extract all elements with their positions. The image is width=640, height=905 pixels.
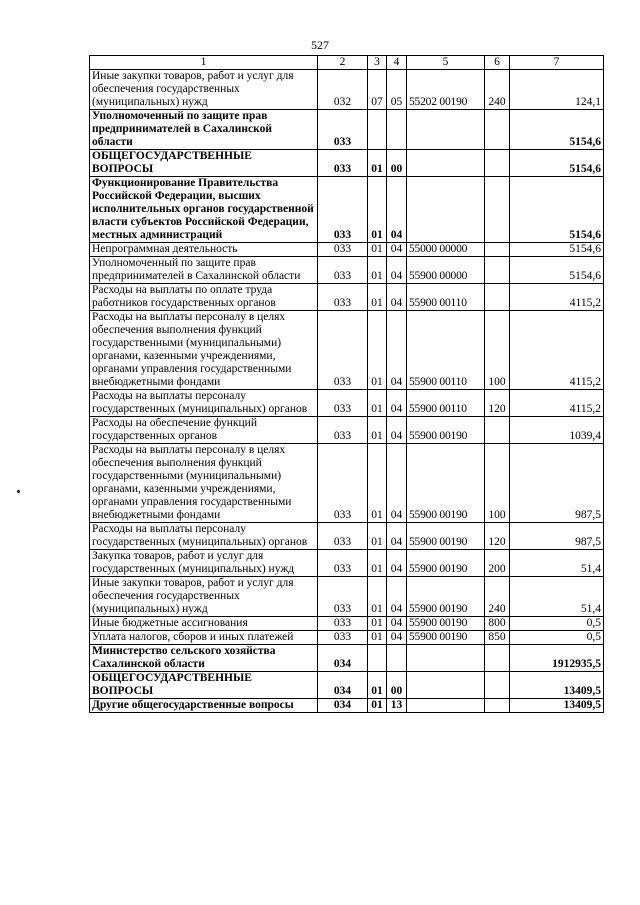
section-cell: 01 [368, 444, 387, 523]
row-name-cell: Расходы на выплаты по оплате труда работников государственных органов [90, 284, 318, 311]
amount-cell: 987,5 [510, 444, 604, 523]
section-cell [368, 110, 387, 150]
ministry-code-cell: 033 [318, 177, 368, 243]
subsection-cell: 00 [387, 672, 407, 699]
amount-cell: 13409,5 [510, 699, 604, 713]
ministry-code-cell: 033 [318, 617, 368, 631]
table-row [90, 550, 604, 577]
ministry-code-cell: 032 [318, 70, 368, 110]
subsection-cell: 04 [387, 523, 407, 550]
page-number: 527 [311, 38, 329, 52]
target-article-cell: 55900 00110 [407, 284, 485, 311]
row-name-cell: ОБЩЕГОСУДАРСТВЕННЫЕ ВОПРОСЫ [90, 150, 318, 177]
section-cell: 01 [368, 257, 387, 284]
target-article-cell: 55900 00190 [407, 617, 485, 631]
amount-cell: 0,5 [510, 631, 604, 645]
subsection-cell: 13 [387, 699, 407, 713]
ministry-code-cell: 033 [318, 311, 368, 390]
row-name-cell: Расходы на обеспечение функций государственных органов [90, 417, 318, 444]
subsection-cell: 04 [387, 617, 407, 631]
target-article-cell [407, 150, 485, 177]
target-article-cell: 55900 00110 [407, 390, 485, 417]
subsection-cell: 04 [387, 243, 407, 257]
table-row [90, 523, 604, 550]
ministry-code-cell: 033 [318, 257, 368, 284]
target-article-cell: 55900 00000 [407, 257, 485, 284]
section-cell: 01 [368, 631, 387, 645]
expense-type-cell [485, 645, 510, 672]
row-name-cell: Расходы на выплаты персоналу государственных (муниципальных) органов [90, 390, 318, 417]
amount-cell: 987,5 [510, 523, 604, 550]
amount-cell: 5154,6 [510, 257, 604, 284]
section-cell: 01 [368, 284, 387, 311]
ministry-code-cell: 033 [318, 577, 368, 617]
expense-type-cell: 240 [485, 577, 510, 617]
row-name-cell: Другие общегосударственные вопросы [90, 699, 318, 713]
target-article-cell [407, 672, 485, 699]
subsection-cell: 04 [387, 177, 407, 243]
amount-cell: 4115,2 [510, 311, 604, 390]
target-article-cell: 55900 00190 [407, 523, 485, 550]
row-name-cell: Уплата налогов, сборов и иных платежей [90, 631, 318, 645]
section-cell: 01 [368, 150, 387, 177]
target-article-cell: 55900 00190 [407, 577, 485, 617]
table-row [90, 150, 604, 177]
section-cell: 01 [368, 311, 387, 390]
amount-cell: 1912935,5 [510, 645, 604, 672]
table-row [90, 243, 604, 257]
target-article-cell: 55900 00190 [407, 550, 485, 577]
table-row [90, 311, 604, 390]
header-cell: 1 [90, 56, 318, 70]
subsection-cell: 04 [387, 284, 407, 311]
subsection-cell: 04 [387, 311, 407, 390]
expense-type-cell [485, 150, 510, 177]
expense-type-cell: 120 [485, 523, 510, 550]
expense-type-cell: 100 [485, 444, 510, 523]
row-name-cell: Расходы на выплаты персоналу государственных (муниципальных) органов [90, 523, 318, 550]
amount-cell: 4115,2 [510, 390, 604, 417]
expense-type-cell [485, 243, 510, 257]
section-cell: 01 [368, 523, 387, 550]
subsection-cell: 04 [387, 577, 407, 617]
expense-type-cell: 240 [485, 70, 510, 110]
table-row [90, 177, 604, 243]
ministry-code-cell: 033 [318, 150, 368, 177]
table-row [90, 110, 604, 150]
section-cell: 01 [368, 577, 387, 617]
row-name-cell: Иные закупки товаров, работ и услуг для обеспечения государственных (муниципальных) нужд [90, 70, 318, 110]
target-article-cell: 55900 00190 [407, 631, 485, 645]
target-article-cell [407, 699, 485, 713]
table-row [90, 257, 604, 284]
table-row [90, 631, 604, 645]
header-cell: 5 [407, 56, 485, 70]
expense-type-cell [485, 699, 510, 713]
table-row [90, 672, 604, 699]
subsection-cell: 04 [387, 257, 407, 284]
row-name-cell: Непрограммная деятельность [90, 243, 318, 257]
amount-cell: 51,4 [510, 550, 604, 577]
amount-cell: 5154,6 [510, 110, 604, 150]
budget-table [89, 55, 604, 713]
subsection-cell: 00 [387, 150, 407, 177]
ministry-code-cell: 034 [318, 699, 368, 713]
ministry-code-cell: 034 [318, 645, 368, 672]
expense-type-cell [485, 672, 510, 699]
ministry-code-cell: 033 [318, 444, 368, 523]
row-name-cell: Уполномоченный по защите прав предпринимателей в Сахалинской области [90, 257, 318, 284]
ministry-code-cell: 033 [318, 110, 368, 150]
amount-cell: 5154,6 [510, 150, 604, 177]
ministry-code-cell: 033 [318, 284, 368, 311]
ministry-code-cell: 034 [318, 672, 368, 699]
table-row [90, 699, 604, 713]
subsection-cell: 04 [387, 631, 407, 645]
amount-cell: 0,5 [510, 617, 604, 631]
expense-type-cell [485, 110, 510, 150]
header-cell: 3 [368, 56, 387, 70]
row-name-cell: Закупка товаров, работ и услуг для государственных (муниципальных) нужд [90, 550, 318, 577]
table-row [90, 417, 604, 444]
expense-type-cell [485, 417, 510, 444]
subsection-cell: 04 [387, 417, 407, 444]
ministry-code-cell: 033 [318, 417, 368, 444]
section-cell: 01 [368, 617, 387, 631]
subsection-cell: 05 [387, 70, 407, 110]
table-row [90, 284, 604, 311]
header-cell: 6 [485, 56, 510, 70]
ministry-code-cell: 033 [318, 631, 368, 645]
table-row [90, 645, 604, 672]
table-row [90, 390, 604, 417]
expense-type-cell: 800 [485, 617, 510, 631]
section-cell: 07 [368, 70, 387, 110]
target-article-cell [407, 110, 485, 150]
subsection-cell: 04 [387, 550, 407, 577]
table-row [90, 617, 604, 631]
header-cell: 2 [318, 56, 368, 70]
expense-type-cell: 100 [485, 311, 510, 390]
expense-type-cell [485, 257, 510, 284]
target-article-cell: 55900 00190 [407, 444, 485, 523]
target-article-cell: 55900 00190 [407, 417, 485, 444]
subsection-cell: 04 [387, 444, 407, 523]
target-article-cell [407, 177, 485, 243]
row-name-cell: Уполномоченный по защите прав предпринимателей в Сахалинской области [90, 110, 318, 150]
ministry-code-cell: 033 [318, 390, 368, 417]
amount-cell: 1039,4 [510, 417, 604, 444]
ministry-code-cell: 033 [318, 523, 368, 550]
table-row [90, 444, 604, 523]
subsection-cell: 04 [387, 390, 407, 417]
header-row [90, 56, 604, 70]
table-row [90, 70, 604, 110]
ministry-code-cell: 033 [318, 550, 368, 577]
table-row [90, 577, 604, 617]
amount-cell: 4115,2 [510, 284, 604, 311]
ministry-code-cell: 033 [318, 243, 368, 257]
target-article-cell [407, 645, 485, 672]
amount-cell: 124,1 [510, 70, 604, 110]
expense-type-cell: 120 [485, 390, 510, 417]
amount-cell: 13409,5 [510, 672, 604, 699]
row-name-cell: Министерство сельского хозяйства Сахалинской области [90, 645, 318, 672]
expense-type-cell: 200 [485, 550, 510, 577]
section-cell: 01 [368, 672, 387, 699]
amount-cell: 5154,6 [510, 243, 604, 257]
header-cell: 7 [510, 56, 604, 70]
row-name-cell: Расходы на выплаты персоналу в целях обеспечения выполнения функций государственными (муниципальными) органами, казенными учреждениями, органами управления государственными внебюджетными фондами [90, 444, 318, 523]
section-cell [368, 645, 387, 672]
section-cell: 01 [368, 550, 387, 577]
header-cell: 4 [387, 56, 407, 70]
section-cell: 01 [368, 699, 387, 713]
row-name-cell: Иные бюджетные ассигнования [90, 617, 318, 631]
section-cell: 01 [368, 417, 387, 444]
row-name-cell: Функционирование Правительства Российской Федерации, высших исполнительных органов государственной власти субъектов Российской Федерации, местных администраций [90, 177, 318, 243]
amount-cell: 5154,6 [510, 177, 604, 243]
expense-type-cell [485, 177, 510, 243]
target-article-cell: 55900 00110 [407, 311, 485, 390]
section-cell: 01 [368, 177, 387, 243]
scan-speck [17, 490, 20, 493]
row-name-cell: ОБЩЕГОСУДАРСТВЕННЫЕ ВОПРОСЫ [90, 672, 318, 699]
row-name-cell: Расходы на выплаты персоналу в целях обеспечения выполнения функций государственными (муниципальными) органами, казенными учреждениями, органами управления государственными внебюджетными фондами [90, 311, 318, 390]
subsection-cell [387, 645, 407, 672]
expense-type-cell [485, 284, 510, 311]
amount-cell: 51,4 [510, 577, 604, 617]
expense-type-cell: 850 [485, 631, 510, 645]
target-article-cell: 55000 00000 [407, 243, 485, 257]
row-name-cell: Иные закупки товаров, работ и услуг для обеспечения государственных (муниципальных) нужд [90, 577, 318, 617]
section-cell: 01 [368, 243, 387, 257]
target-article-cell: 55202 00190 [407, 70, 485, 110]
section-cell: 01 [368, 390, 387, 417]
subsection-cell [387, 110, 407, 150]
